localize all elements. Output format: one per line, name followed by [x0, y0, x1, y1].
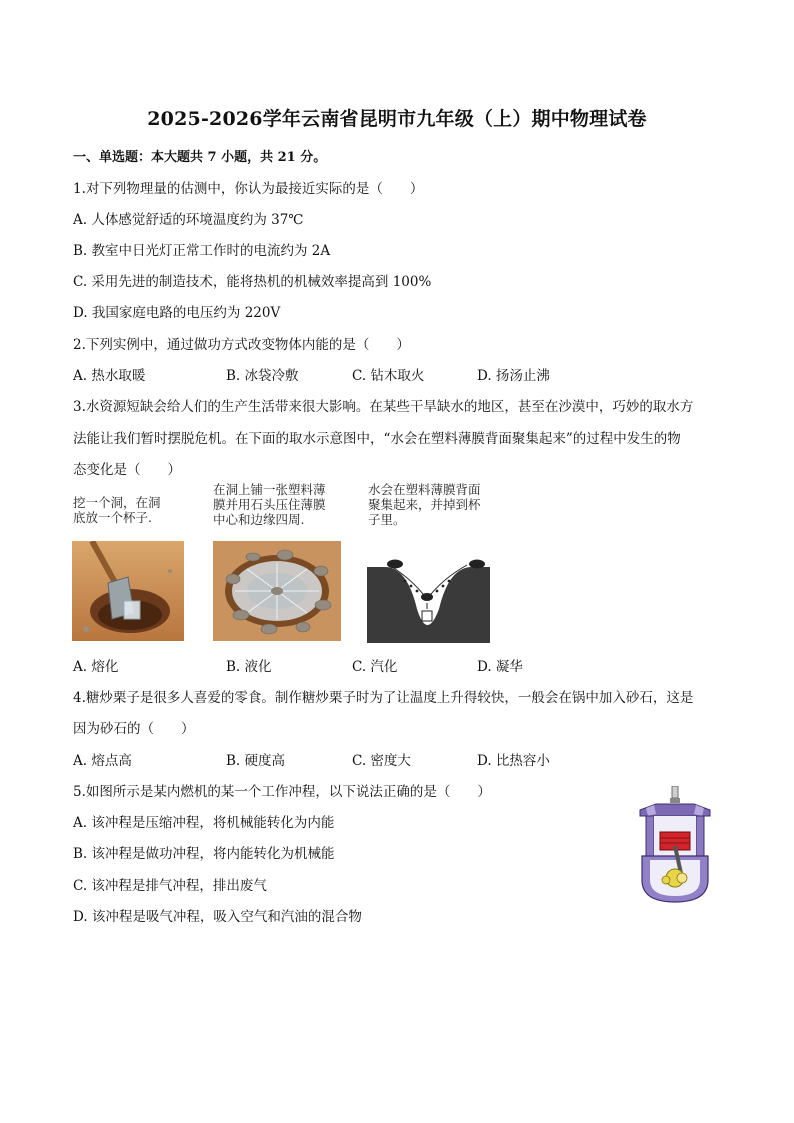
q1-option-d: D. 我国家庭电路的电压约为 220V: [73, 305, 281, 321]
q5-option-c: C. 该冲程是排气冲程，排出废气: [73, 878, 267, 894]
q2-option-d: D. 扬汤止沸: [477, 368, 550, 384]
plastic-film-photo: [213, 541, 341, 641]
q3-caption-2: [213, 482, 326, 527]
q3-caption-3: [368, 482, 481, 527]
condensation-diagram: [367, 559, 490, 643]
q5-stem: 5.如图所示是某内燃机的某一个工作冲程，以下说法正确的是（ ）: [73, 784, 491, 800]
q4-option-c: C. 密度大: [352, 753, 411, 769]
q5-option-d: D. 该冲程是吸气冲程，吸入空气和汽油的混合物: [73, 909, 362, 925]
section-heading: 一、单选题：本大题共 7 小题，共 21 分。: [73, 150, 327, 165]
q3-option-c: C. 汽化: [352, 659, 398, 675]
q3-caption-3-line1: 水会在塑料薄膜背面: [368, 482, 481, 497]
q2-option-b: B. 冰袋冷敷: [226, 368, 299, 384]
q3-stem-line2: 法能让我们暂时摆脱危机。在下面的取水示意图中，“水会在塑料薄膜背面聚集起来”的过程中发生的物: [73, 431, 681, 447]
q3-option-b: B. 液化: [226, 659, 272, 675]
q3-stem-line1: 3.水资源短缺会给人们的生产生活带来很大影响。在某些干旱缺水的地区，甚至在沙漠中，巧妙的取水方: [73, 399, 694, 415]
q5-option-a: A. 该冲程是压缩冲程，将机械能转化为内能: [73, 815, 335, 831]
q2-option-a: A. 热水取暖: [73, 368, 146, 384]
q3-caption-3-line3: 子里。: [368, 512, 406, 527]
q3-stem-line3: 态变化是（ ）: [73, 462, 181, 478]
q4-stem-line2: 因为砂石的（ ）: [73, 721, 195, 737]
q4-option-a: A. 熔点高: [73, 753, 132, 769]
exam-title: 2025-2026学年云南省昆明市九年级（上）期中物理试卷: [147, 108, 647, 130]
q3-caption-1-line1: 挖一个洞，在洞: [73, 495, 161, 510]
q3-caption-3-line2: 聚集起来，并掉到杯: [368, 497, 481, 512]
q3-option-a: A. 熔化: [73, 659, 119, 675]
q3-caption-1: [73, 495, 161, 525]
q3-caption-2-line3: 中心和边缘四周.: [213, 512, 305, 527]
q3-caption-1-line2: 底放一个杯子.: [73, 510, 152, 525]
engine-stroke-diagram: [636, 786, 716, 904]
q1-option-b: B. 教室中日光灯正常工作时的电流约为 2A: [73, 243, 331, 259]
q3-option-d: D. 凝华: [477, 659, 523, 675]
q4-option-d: D. 比热容小: [477, 753, 550, 769]
q1-option-c: C. 采用先进的制造技术，能将热机的机械效率提高到 100%: [73, 274, 432, 290]
q1-stem: 1.对下列物理量的估测中，你认为最接近实际的是（ ）: [73, 181, 424, 197]
q3-caption-2-line1: 在洞上铺一张塑料薄: [213, 482, 326, 497]
q5-option-b: B. 该冲程是做功冲程，将内能转化为机械能: [73, 846, 335, 862]
q2-option-c: C. 钻木取火: [352, 368, 425, 384]
q4-stem-line1: 4.糖炒栗子是很多人喜爱的零食。制作糖炒栗子时为了让温度上升得较快，一般会在锅中加入砂石，这是: [73, 690, 694, 706]
q3-caption-2-line2: 膜并用石头压住薄膜: [213, 497, 326, 512]
q4-option-b: B. 硬度高: [226, 753, 286, 769]
q1-option-a: A. 人体感觉舒适的环境温度约为 37℃: [73, 212, 304, 228]
q2-stem: 2.下列实例中，通过做功方式改变物体内能的是（ ）: [73, 337, 410, 353]
dig-hole-photo: [72, 541, 184, 641]
